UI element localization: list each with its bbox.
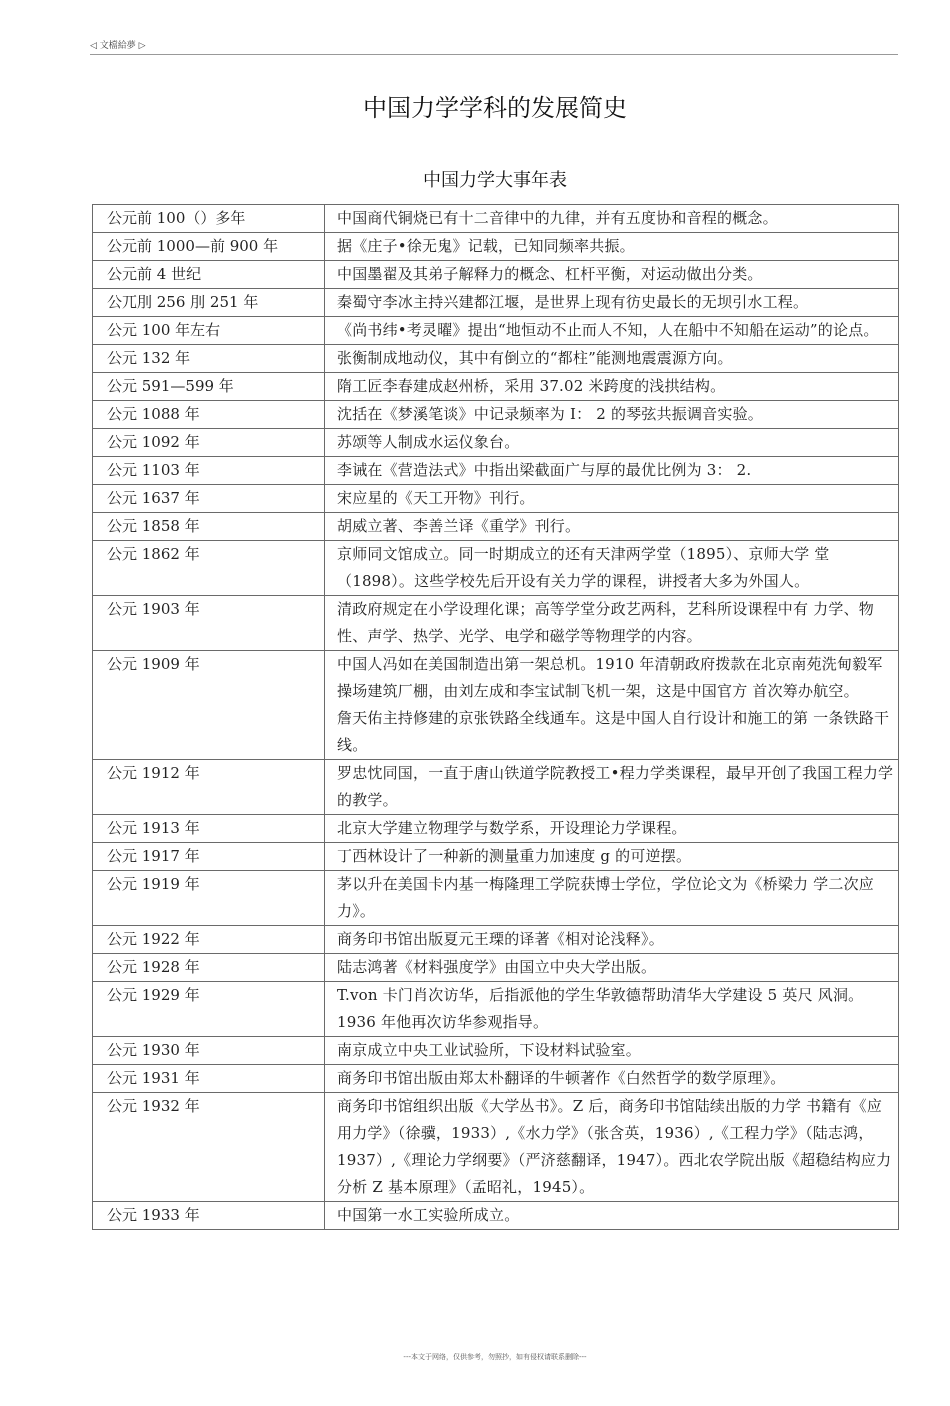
table-row [93, 429, 899, 457]
event-cell: 罗忠忱同国，一直于唐山铁道学院教授工•程力学类课程，最早开创了我国工程力学的教学。 [325, 760, 899, 815]
year-cell: 公元 1092 年 [93, 429, 325, 457]
table-row [93, 317, 899, 345]
event-cell [325, 651, 899, 760]
table-row [93, 289, 899, 317]
page-title: 中国力学学科的发展简史 [363, 94, 627, 122]
year-cell: 公元 132 年 [93, 345, 325, 373]
table-row [93, 1093, 899, 1202]
table-row [93, 1202, 899, 1230]
table-row [93, 261, 899, 289]
table-row [93, 457, 899, 485]
year-cell: 公元 100 年左右 [93, 317, 325, 345]
header-divider [90, 54, 898, 55]
table-row [93, 485, 899, 513]
year-cell: 公元 1913 年 [93, 815, 325, 843]
year-cell: 公元 1922 年 [93, 926, 325, 954]
event-cell: 丁西林设计了一种新的测量重力加速度 g 的可逆摆。 [325, 843, 899, 871]
table-row [93, 205, 899, 233]
year-cell: 公元 591—599 年 [93, 373, 325, 401]
event-cell: 据《庄子•徐无鬼》记载，已知同频率共振。 [325, 233, 899, 261]
year-cell: 公元 1637 年 [93, 485, 325, 513]
event-cell: 商务印书馆出版夏元王瑮的译著《相对论浅释》。 [325, 926, 899, 954]
year-cell: 公元前 100（）多年 [93, 205, 325, 233]
event-cell: 李诫在《营造法式》中指出梁截面广与厚的最优比例为 3： 2. [325, 457, 899, 485]
event-cell: 《尚书纬•考灵曜》提出“地恒动不止而人不知，人在船中不知船在运动”的论点。 [325, 317, 899, 345]
event-cell: T.von 卡门肖次访华，后指派他的学生华敦德帮助清华大学建设 5 英尺 风洞。1936 年他再次访华参观指导。 [325, 982, 899, 1037]
year-cell: 公兀刖 256 刖 251 年 [93, 289, 325, 317]
year-cell: 公元 1917 年 [93, 843, 325, 871]
event-cell: 隋工匠李春建成赵州桥，采用 37.02 米跨度的浅拱结构。 [325, 373, 899, 401]
table-row [93, 541, 899, 596]
table-row [93, 871, 899, 926]
page-footer: ---本文于网络，仅供参考，勿照抄，如有侵权请联系删除--- [403, 1353, 587, 1361]
event-cell: 沈括在《梦溪笔谈》中记录频率为 I： 2 的琴弦共振调音实验。 [325, 401, 899, 429]
event-cell: 张衡制成地动仪，其中有倒立的“都柱”能测地震震源方向。 [325, 345, 899, 373]
table-row [93, 401, 899, 429]
table-row [93, 926, 899, 954]
year-cell: 公元 1928 年 [93, 954, 325, 982]
event-cell: 秦蜀守李冰主持兴建都江堰，是世界上现有彷史最长的无坝引水工程。 [325, 289, 899, 317]
table-row [93, 345, 899, 373]
event-cell: 茅以升在美国卡内基一梅隆理工学院获博士学位，学位论文为《桥梁力 学二次应力》。 [325, 871, 899, 926]
table-row [93, 1065, 899, 1093]
chronology-table [92, 204, 899, 1230]
year-cell: 公元 1862 年 [93, 541, 325, 596]
table-row [93, 651, 899, 760]
table-row [93, 954, 899, 982]
event-cell: 中国第一水工实验所成立。 [325, 1202, 899, 1230]
page-header-label: ◁ 文檔給夢 ▷ [90, 41, 146, 51]
table-row [93, 373, 899, 401]
event-cell: 南京成立中央工业试验所，下设材料试验室。 [325, 1037, 899, 1065]
event-cell: 清政府规定在小学设理化课；高等学堂分政艺两科，艺科所设课程中有 力学、物性、声学、热学、光学、电学和磁学等物理学的内容。 [325, 596, 899, 651]
table-row [93, 815, 899, 843]
year-cell: 公元 1909 年 [93, 651, 325, 760]
event-cell: 胡威立著、李善兰译《重学》刊行。 [325, 513, 899, 541]
table-row [93, 760, 899, 815]
table-row [93, 513, 899, 541]
event-cell: 苏颂等人制成水运仪象台。 [325, 429, 899, 457]
event-paragraph: 中国人冯如在美国制造出第一架总机。1910 年清朝政府拨款在北京南苑洗甸毅军操场建筑厂棚，由刘左成和李宝试制飞机一架，这是中国官方 首次筹办航空。 [337, 655, 883, 700]
year-cell: 公元 1903 年 [93, 596, 325, 651]
event-cell: 中国商代铜烧已有十二音律中的九律，并有五度协和音程的概念。 [325, 205, 899, 233]
year-cell: 公元 1930 年 [93, 1037, 325, 1065]
event-cell: 京师同文馆成立。同一时期成立的还有天津两学堂（1895）、京师大学 堂（1898）。这些学校先后开设有关力学的课程，讲授者大多为外国人。 [325, 541, 899, 596]
table-row [93, 233, 899, 261]
table-row [93, 596, 899, 651]
year-cell: 公元前 1000—前 900 年 [93, 233, 325, 261]
event-cell: 中国墨翟及其弟子解释力的概念、杠杆平衡，对运动做出分类。 [325, 261, 899, 289]
year-cell: 公元 1912 年 [93, 760, 325, 815]
event-paragraph: 詹天佑主持修建的京张铁路全线通车。这是中国人自行设计和施工的第 一条铁路干线。 [337, 709, 890, 754]
table-row [93, 982, 899, 1037]
event-cell: 商务印书馆组织出版《大学丛书》。Z 后，商务印书馆陆续出版的力学 书籍有《应用力学》（徐骥，1933）,《水力学》（张含英，1936）,《工程力学》（陆志鸿，1937）,《理论力学纲要》（严济慈翻译，1947）。西北农学院出版《超稳结构应力分析 Z 基本原理》（孟昭礼，1945）。 [325, 1093, 899, 1202]
year-cell: 公元 1929 年 [93, 982, 325, 1037]
year-cell: 公元 1932 年 [93, 1093, 325, 1202]
table-title: 中国力学大事年表 [423, 170, 567, 191]
year-cell: 公元 1858 年 [93, 513, 325, 541]
year-cell: 公元 1919 年 [93, 871, 325, 926]
year-cell: 公元 1931 年 [93, 1065, 325, 1093]
year-cell: 公元 1933 年 [93, 1202, 325, 1230]
year-cell: 公元 1088 年 [93, 401, 325, 429]
table-row [93, 843, 899, 871]
year-cell: 公元 1103 年 [93, 457, 325, 485]
event-cell: 北京大学建立物理学与数学系，开设理论力学课程。 [325, 815, 899, 843]
event-cell: 宋应星的《天工开物》刊行。 [325, 485, 899, 513]
table-row [93, 1037, 899, 1065]
event-cell: 商务印书馆出版由郑太朴翻译的牛顿著作《白然哲学的数学原理》。 [325, 1065, 899, 1093]
year-cell: 公元前 4 世纪 [93, 261, 325, 289]
event-cell: 陆志鸿著《材料强度学》由国立中央大学出版。 [325, 954, 899, 982]
